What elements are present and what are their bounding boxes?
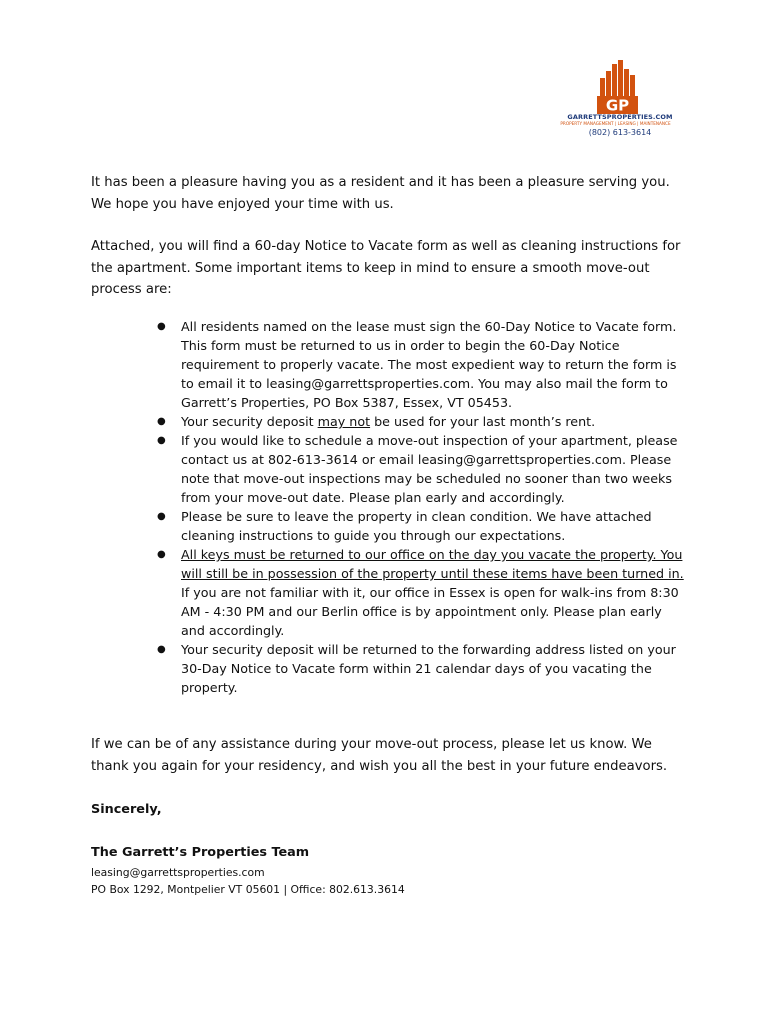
bullet-icon: ● xyxy=(157,321,166,332)
list-item xyxy=(157,317,686,412)
intro-paragraph: It has been a pleasure having you as a resident and it has been a pleasure serving you. We hope you have enjoyed your time with us. xyxy=(91,175,670,212)
logo-url: GARRETTSPROPERTIES.COM xyxy=(567,113,673,121)
bullet-icon: ● xyxy=(157,549,166,560)
closing-paragraph: If we can be of any assistance during your move-out process, please let us know. We thank you again for your residency, and wish you all the best in your future endeavors. xyxy=(91,737,668,774)
list-item-text: If you are not familiar with it, our office in Essex is open for walk-ins from 8:30 AM - 4:30 PM and our Berlin office is by appointment only. Please plan early and accordingly. xyxy=(181,585,679,638)
logo-phone: (802) 613-3614 xyxy=(588,128,652,137)
signature-team: The Garrett’s Properties Team xyxy=(91,845,310,860)
list-item-text: Please be sure to leave the property in clean condition. We have attached cleaning instructions to guide you through our expectations. xyxy=(181,509,652,543)
logo-tagline: PROPERTY MANAGEMENT | LEASING | MAINTENANCE xyxy=(560,121,671,126)
list-item-text: be used for your last month’s rent. xyxy=(370,414,596,429)
list-item-text: All residents named on the lease must sign the 60-Day Notice to Vacate form. This form must be returned to us in order to begin the 60-Day Notice requirement to properly vacate. The most expedient way to return the form is to email it to leasing@garrettsproperties.com. You may also mail the form to Garrett’s Properties, PO Box 5387, Essex, VT 05453. xyxy=(181,319,677,410)
bullet-icon: ● xyxy=(157,435,166,446)
list-item xyxy=(157,412,686,431)
list-item-text: If you would like to schedule a move-out inspection of your apartment, please contact us at 802-613-3614 or email leasing@garrettsproperties.com. Please note that move-out inspections may be scheduled no sooner than two weeks from your move-out date. Please plan early and accordingly. xyxy=(181,433,678,505)
list-item-underlined: All keys must be returned to our office on the day you vacate the property. You will still be in possession of the property until these items have been turned in. xyxy=(181,547,684,581)
contact-email: leasing@garrettsproperties.com xyxy=(91,866,265,879)
list-item xyxy=(157,640,686,697)
move-out-items-list xyxy=(157,317,686,697)
gp-letters-icon xyxy=(597,96,638,114)
bullet-icon: ● xyxy=(157,511,166,522)
bullet-icon: ● xyxy=(157,644,166,655)
attached-paragraph: Attached, you will find a 60-day Notice to Vacate form as well as cleaning instructions for the apartment. Some important items to keep in mind to ensure a smooth move-out process are: xyxy=(91,239,681,297)
logo-letters: GP xyxy=(605,96,630,114)
list-item xyxy=(157,545,686,640)
list-item-underlined: may not xyxy=(317,414,371,429)
list-item-text: Your security deposit xyxy=(181,414,318,429)
list-item xyxy=(157,431,686,507)
contact-address: PO Box 1292, Montpelier VT 05601 | Office: 802.613.3614 xyxy=(91,883,405,896)
list-item-text: Your security deposit will be returned to the forwarding address listed on your 30-Day Notice to Vacate form within 21 calendar days of you vacating the property. xyxy=(181,642,676,695)
list-item xyxy=(157,507,686,545)
sign-off: Sincerely, xyxy=(91,802,162,817)
bullet-icon: ● xyxy=(157,416,166,427)
